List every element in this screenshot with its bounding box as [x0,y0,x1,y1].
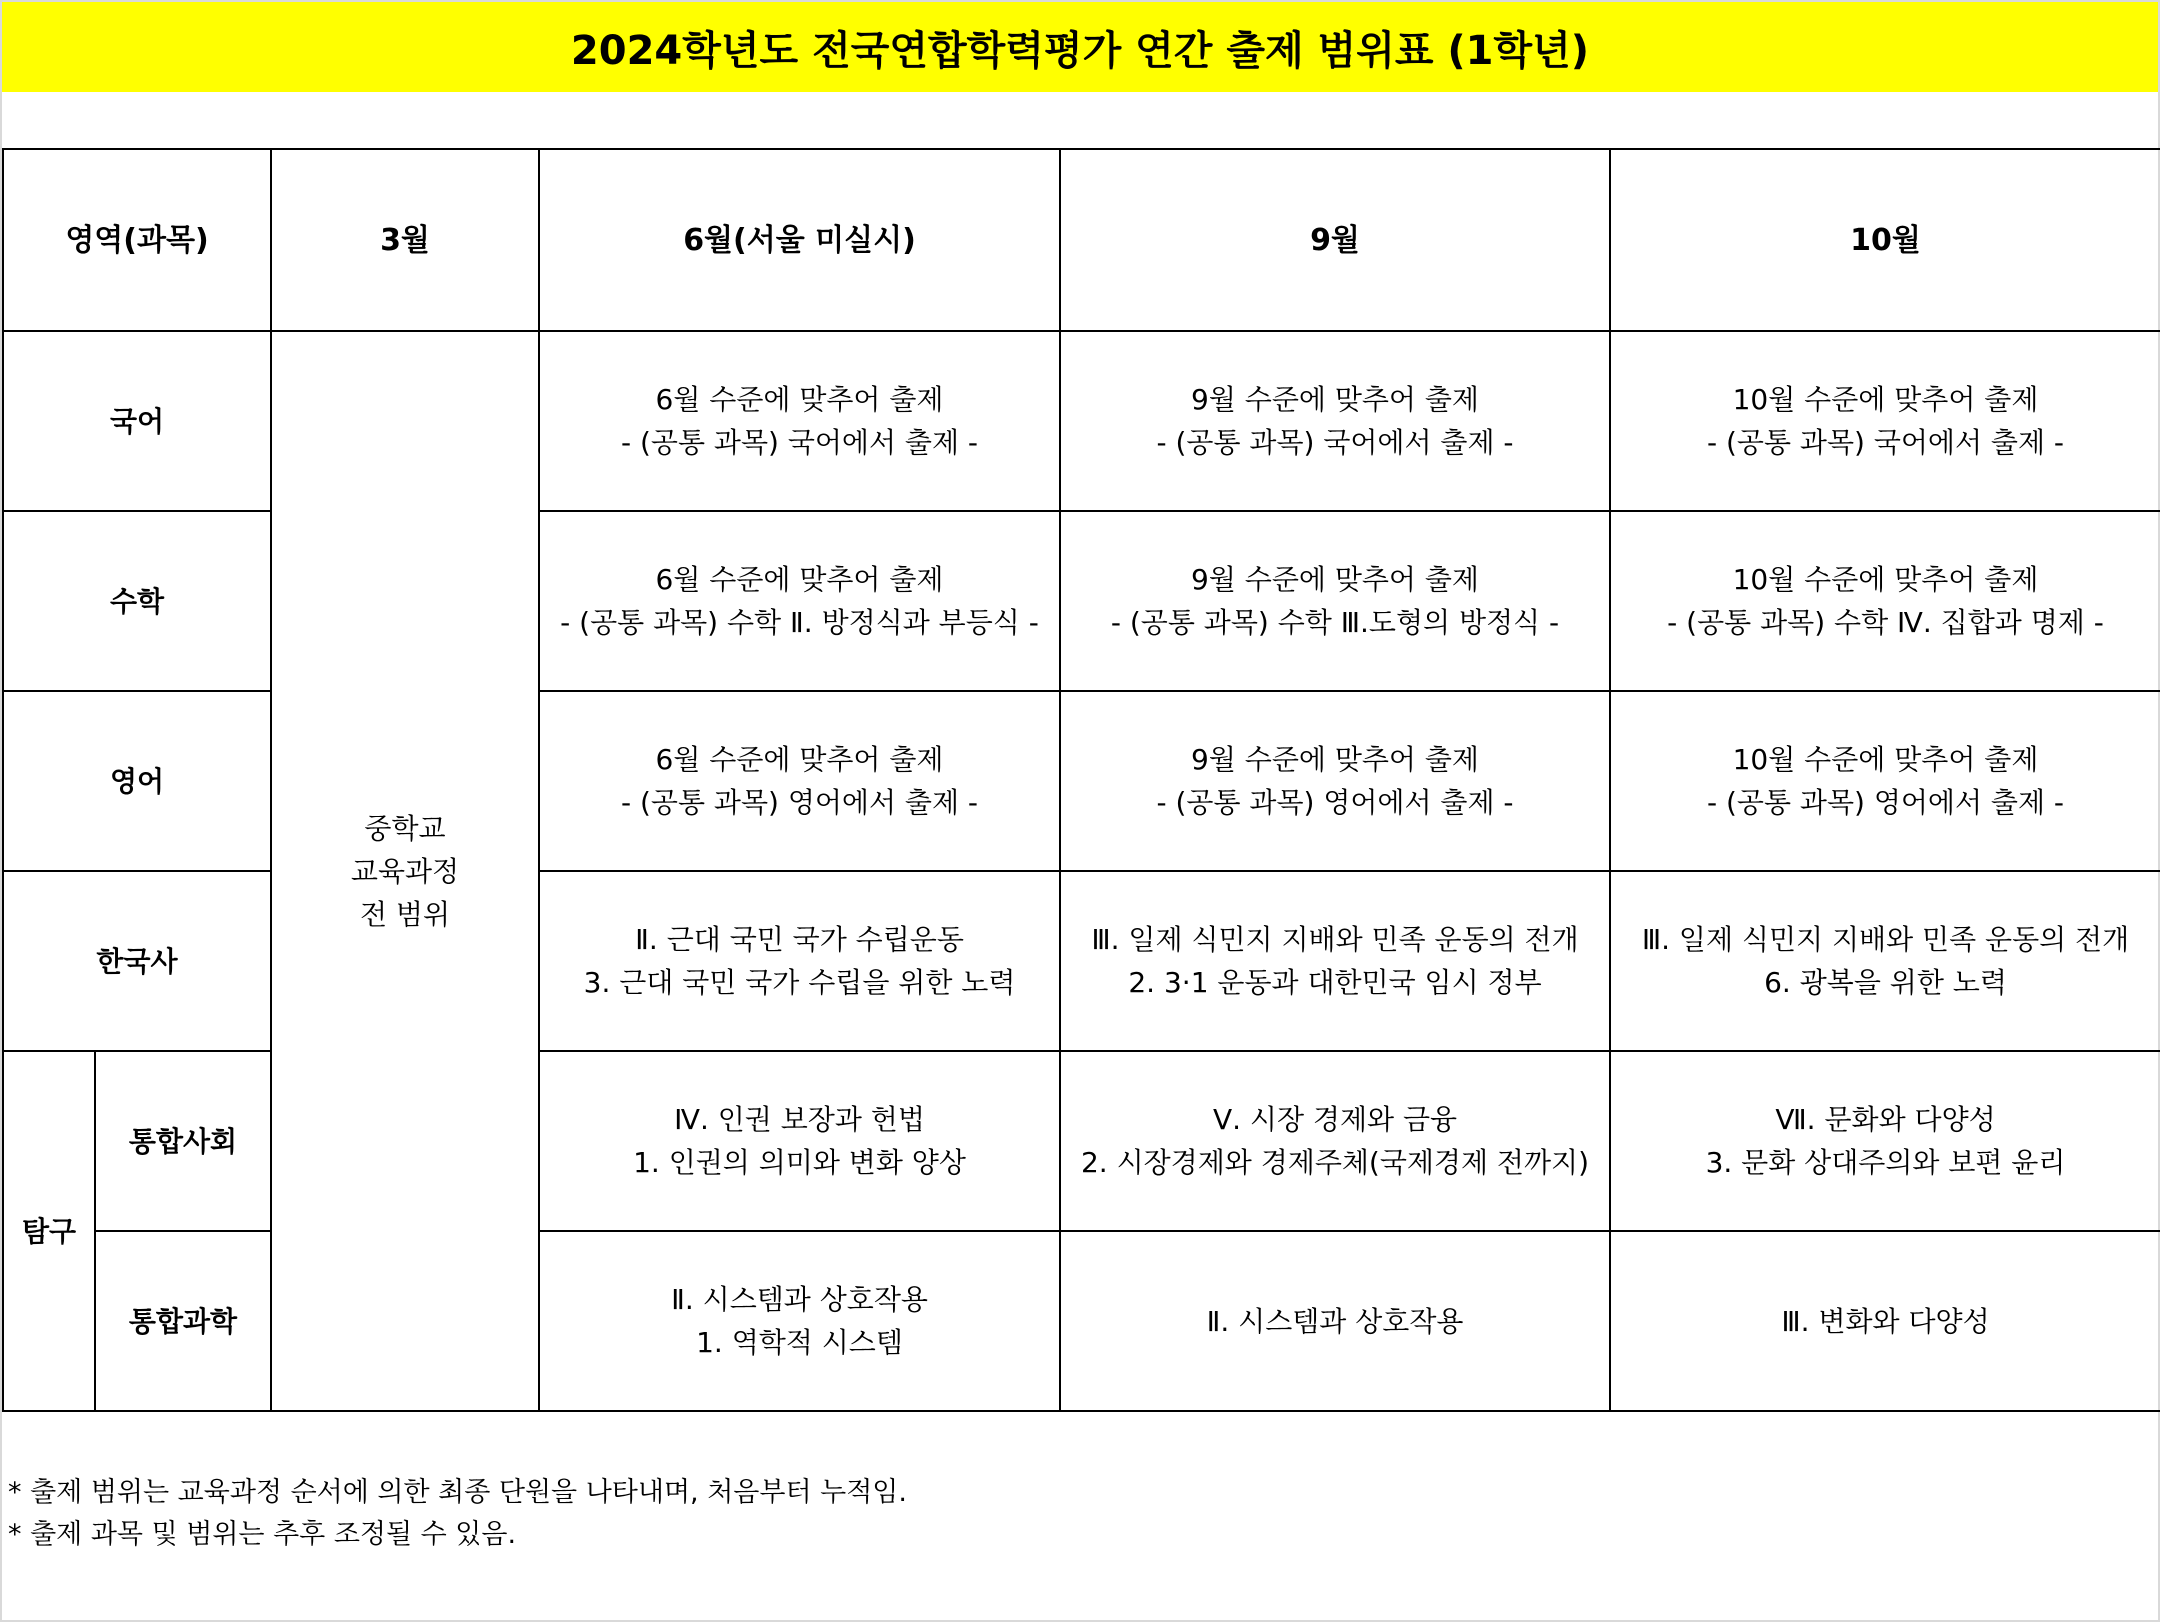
cell-line: Ⅱ. 시스템과 상호작용 [1206,1304,1464,1338]
social-june-cell [539,1051,1060,1231]
cell-line: - (공통 과목) 영어에서 출제 - [620,786,979,819]
science-september-cell [1060,1231,1610,1411]
cell-line: - (공통 과목) 국어에서 출제 - [1156,426,1514,459]
march-scope-cell [271,331,539,1411]
korean-june-cell [539,331,1060,511]
header-june: 6월(서울 미실시) [539,149,1060,331]
cell-line: 6. 광복을 위한 노력 [1764,966,2007,999]
document-title: 2024학년도 전국연합학력평가 연간 출제 범위표 (1학년) [2,2,2158,92]
cell-line: 6월 수준에 맞추어 출제 [655,743,944,776]
group-tamgu: 탐구 [3,1051,95,1411]
cell-line: Ⅱ. 근대 국민 국가 수립운동 [635,923,964,956]
header-march: 3월 [271,149,539,331]
cell-line: 9월 수준에 맞추어 출제 [1191,743,1479,776]
cell-line: 1. 인권의 의미와 변화 양상 [633,1146,966,1179]
march-scope-line: 전 범위 [359,897,451,931]
subject-korean: 국어 [3,331,271,511]
cell-line: 10월 수준에 맞추어 출제 [1732,563,2039,596]
cell-line: Ⅲ. 변화와 다양성 [1781,1304,1990,1338]
march-scope-line: 중학교 [364,811,446,845]
english-september-cell [1060,691,1610,871]
science-october-cell [1610,1231,2160,1411]
social-september-cell [1060,1051,1610,1231]
math-october-cell [1610,511,2160,691]
header-october: 10월 [1610,149,2160,331]
table-row [3,331,2160,511]
header-september: 9월 [1060,149,1610,331]
english-october-cell [1610,691,2160,871]
footnote: * 출제 과목 및 범위는 추후 조정될 수 있음. [8,1519,517,1550]
subject-english: 영어 [3,691,271,871]
cell-line: Ⅲ. 일제 식민지 지배와 민족 운동의 전개 [1641,923,2130,956]
subject-science: 통합과학 [95,1231,271,1411]
korean-october-cell [1610,331,2160,511]
cell-line: 6월 수준에 맞추어 출제 [655,383,944,416]
header-area: 영역(과목) [3,149,271,331]
subject-social: 통합사회 [95,1051,271,1231]
cell-line: - (공통 과목) 국어에서 출제 - [1706,426,2065,459]
header-row [3,149,2160,331]
history-september-cell [1060,871,1610,1051]
cell-line: 2. 3·1 운동과 대한민국 임시 정부 [1128,966,1542,999]
math-june-cell [539,511,1060,691]
cell-line: - (공통 과목) 수학 Ⅱ. 방정식과 부등식 - [560,606,1039,639]
cell-line: Ⅲ. 일제 식민지 지배와 민족 운동의 전개 [1091,923,1579,956]
march-scope-line: 교육과정 [350,854,460,888]
cell-line: Ⅶ. 문화와 다양성 [1775,1103,1996,1136]
history-october-cell [1610,871,2160,1051]
korean-september-cell [1060,331,1610,511]
exam-scope-table [2,148,2160,1412]
cell-line: 9월 수준에 맞추어 출제 [1191,563,1479,596]
footnote: * 출제 범위는 교육과정 순서에 의한 최종 단원을 나타내며, 처음부터 누적임. [8,1477,907,1508]
cell-line: 1. 역학적 시스템 [696,1326,903,1359]
cell-line: 9월 수준에 맞추어 출제 [1191,383,1479,416]
cell-line: - (공통 과목) 수학 Ⅲ.도형의 방정식 - [1110,606,1560,639]
cell-line: 3. 문화 상대주의와 보편 윤리 [1705,1146,2066,1179]
science-june-cell [539,1231,1060,1411]
history-june-cell [539,871,1060,1051]
cell-line: - (공통 과목) 영어에서 출제 - [1156,786,1514,819]
cell-line: 6월 수준에 맞추어 출제 [655,563,944,596]
subject-history: 한국사 [3,871,271,1051]
cell-line: Ⅴ. 시장 경제와 금융 [1212,1103,1458,1136]
subject-math: 수학 [3,511,271,691]
math-september-cell [1060,511,1610,691]
cell-line: Ⅱ. 시스템과 상호작용 [671,1283,928,1316]
cell-line: 3. 근대 국민 국가 수립을 위한 노력 [583,966,1016,999]
cell-line: - (공통 과목) 영어에서 출제 - [1706,786,2065,819]
cell-line: 10월 수준에 맞추어 출제 [1732,743,2039,776]
footnotes [8,1472,907,1556]
cell-line: - (공통 과목) 국어에서 출제 - [620,426,979,459]
cell-line: - (공통 과목) 수학 Ⅳ. 집합과 명제 - [1667,606,2104,639]
cell-line: 10월 수준에 맞추어 출제 [1732,383,2039,416]
english-june-cell [539,691,1060,871]
social-october-cell [1610,1051,2160,1231]
cell-line: 2. 시장경제와 경제주체(국제경제 전까지) [1080,1146,1590,1179]
cell-line: Ⅳ. 인권 보장과 헌법 [674,1103,925,1136]
